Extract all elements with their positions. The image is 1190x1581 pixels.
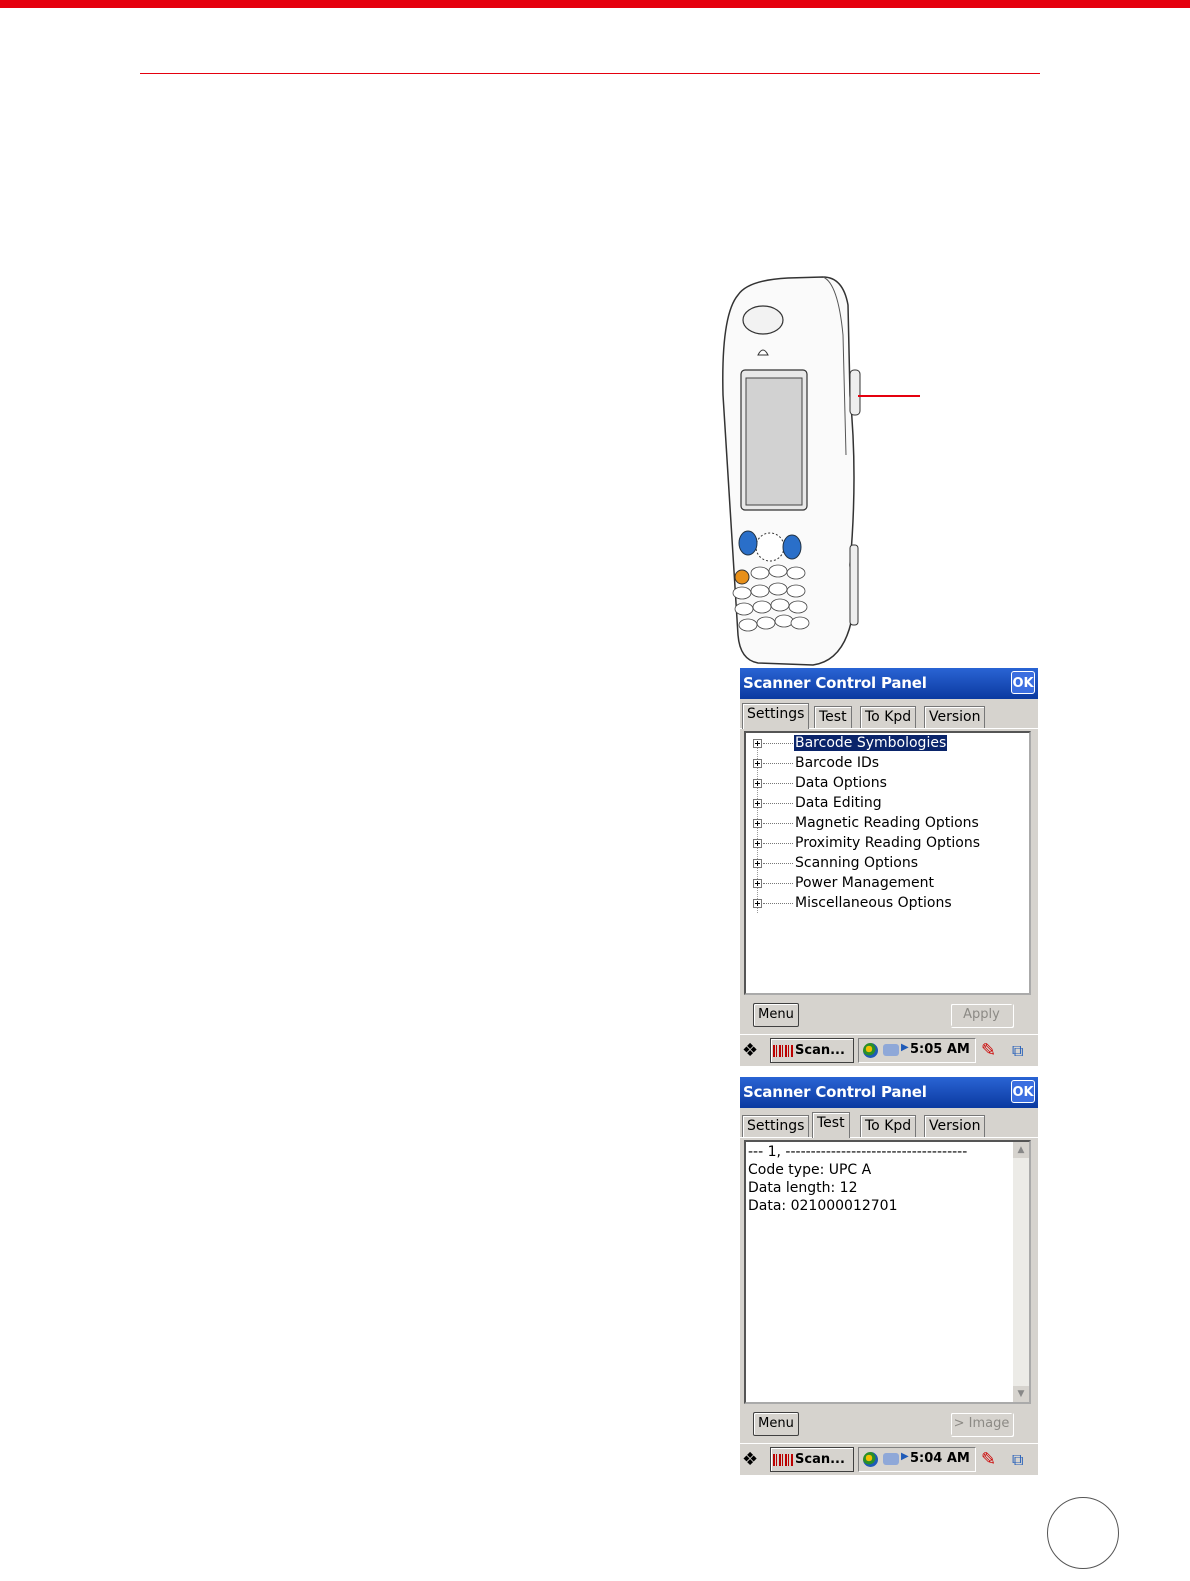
vertical-scrollbar[interactable] bbox=[1013, 1142, 1029, 1402]
network-icon[interactable] bbox=[883, 1044, 899, 1056]
tab-version[interactable]: Version bbox=[924, 1115, 985, 1137]
tab-version[interactable]: Version bbox=[924, 706, 985, 728]
windows-flag-icon[interactable]: ❖ bbox=[742, 1040, 759, 1061]
trigger-callout-line bbox=[858, 395, 920, 397]
tree-item-magnetic-reading-options[interactable] bbox=[746, 814, 1026, 834]
tab-strip bbox=[740, 1112, 1038, 1138]
scanner-control-panel-test bbox=[740, 1077, 1038, 1474]
window-switch-icon[interactable]: ⧉ bbox=[1012, 1041, 1024, 1060]
tree-item-label: Barcode IDs bbox=[795, 755, 880, 771]
tree-item-label: Power Management bbox=[795, 875, 935, 891]
output-line: Data: 021000012701 bbox=[748, 1198, 898, 1214]
tree-item-data-options[interactable] bbox=[746, 774, 1026, 794]
tree-item-label: Proximity Reading Options bbox=[795, 835, 981, 851]
tray-arrow-icon[interactable]: ▶ bbox=[901, 1042, 909, 1053]
pen-input-icon[interactable]: ✎ bbox=[981, 1449, 997, 1470]
expand-icon[interactable] bbox=[753, 739, 762, 748]
tree-item-label: Data Options bbox=[795, 775, 887, 791]
page-number-badge bbox=[1047, 1497, 1119, 1569]
apply-button[interactable]: Apply bbox=[950, 1003, 1013, 1027]
tree-item-label: Magnetic Reading Options bbox=[795, 815, 979, 831]
clock[interactable]: 5:04 AM bbox=[910, 1451, 970, 1466]
scanner-control-panel-settings bbox=[740, 668, 1038, 1065]
tab-settings[interactable]: Settings bbox=[742, 703, 809, 729]
tab-to-kpd[interactable]: To Kpd bbox=[860, 706, 916, 728]
output-line: Data length: 12 bbox=[748, 1180, 858, 1196]
ok-button[interactable]: OK bbox=[1011, 671, 1035, 694]
tray-arrow-icon[interactable]: ▶ bbox=[901, 1451, 909, 1462]
output-line: Code type: UPC A bbox=[748, 1162, 872, 1178]
tab-test[interactable]: Test bbox=[814, 706, 852, 728]
tab-test[interactable]: Test bbox=[812, 1112, 850, 1138]
expand-icon[interactable] bbox=[753, 799, 762, 808]
taskbar-app-label: Scan... bbox=[795, 1043, 845, 1058]
expand-icon[interactable] bbox=[753, 879, 762, 888]
barcode-icon bbox=[773, 1045, 793, 1057]
barcode-icon bbox=[773, 1454, 793, 1466]
window-title: Scanner Control Panel bbox=[743, 1083, 927, 1101]
tab-strip bbox=[740, 703, 1038, 729]
expand-icon[interactable] bbox=[753, 759, 762, 768]
handheld-device-illustration bbox=[718, 275, 868, 670]
window-switch-icon[interactable]: ⧉ bbox=[1012, 1450, 1024, 1469]
tree-item-label: Data Editing bbox=[795, 795, 882, 811]
pen-input-icon[interactable]: ✎ bbox=[981, 1040, 997, 1061]
tree-item-scanning-options[interactable] bbox=[746, 854, 1026, 874]
taskbar-app-label: Scan... bbox=[795, 1452, 845, 1467]
menu-button[interactable]: Menu bbox=[753, 1003, 799, 1027]
scan-output-area[interactable] bbox=[744, 1140, 1031, 1404]
tree-item-miscellaneous-options[interactable] bbox=[746, 894, 1026, 914]
title-bar bbox=[740, 1077, 1038, 1108]
window-title: Scanner Control Panel bbox=[743, 674, 927, 692]
taskbar bbox=[740, 1034, 1038, 1066]
header-rule bbox=[140, 73, 1040, 74]
tree-item-power-management[interactable] bbox=[746, 874, 1026, 894]
title-bar bbox=[740, 668, 1038, 699]
tab-settings[interactable]: Settings bbox=[742, 1115, 809, 1137]
ok-button[interactable]: OK bbox=[1011, 1080, 1035, 1103]
menu-button[interactable]: Menu bbox=[753, 1412, 799, 1436]
scroll-up-icon[interactable]: ▲ bbox=[1013, 1142, 1029, 1158]
globe-icon[interactable] bbox=[863, 1452, 878, 1467]
expand-icon[interactable] bbox=[753, 819, 762, 828]
network-icon[interactable] bbox=[883, 1453, 899, 1465]
tree-item-label: Miscellaneous Options bbox=[795, 895, 952, 911]
tree-item-label: Barcode Symbologies bbox=[795, 735, 947, 751]
expand-icon[interactable] bbox=[753, 859, 762, 868]
settings-tree bbox=[744, 731, 1031, 995]
expand-icon[interactable] bbox=[753, 779, 762, 788]
expand-icon[interactable] bbox=[753, 899, 762, 908]
header-band bbox=[0, 0, 1190, 8]
scroll-down-icon[interactable]: ▼ bbox=[1013, 1386, 1029, 1402]
image-button[interactable]: > Image bbox=[950, 1412, 1013, 1436]
tab-baseline bbox=[740, 1137, 1038, 1138]
taskbar-app-button[interactable] bbox=[770, 1038, 854, 1063]
system-tray bbox=[858, 1447, 976, 1472]
globe-icon[interactable] bbox=[863, 1043, 878, 1058]
tree-item-data-editing[interactable] bbox=[746, 794, 1026, 814]
tree-item-proximity-reading-options[interactable] bbox=[746, 834, 1026, 854]
output-line: --- 1, ------------------------------------ bbox=[748, 1144, 968, 1160]
clock[interactable]: 5:05 AM bbox=[910, 1042, 970, 1057]
tree-item-label: Scanning Options bbox=[795, 855, 919, 871]
tree-item-barcode-ids[interactable] bbox=[746, 754, 1026, 774]
taskbar-app-button[interactable] bbox=[770, 1447, 854, 1472]
system-tray bbox=[858, 1038, 976, 1063]
tree-item-barcode-symbologies[interactable] bbox=[746, 734, 1026, 754]
tab-to-kpd[interactable]: To Kpd bbox=[860, 1115, 916, 1137]
taskbar bbox=[740, 1443, 1038, 1475]
windows-flag-icon[interactable]: ❖ bbox=[742, 1449, 759, 1470]
expand-icon[interactable] bbox=[753, 839, 762, 848]
